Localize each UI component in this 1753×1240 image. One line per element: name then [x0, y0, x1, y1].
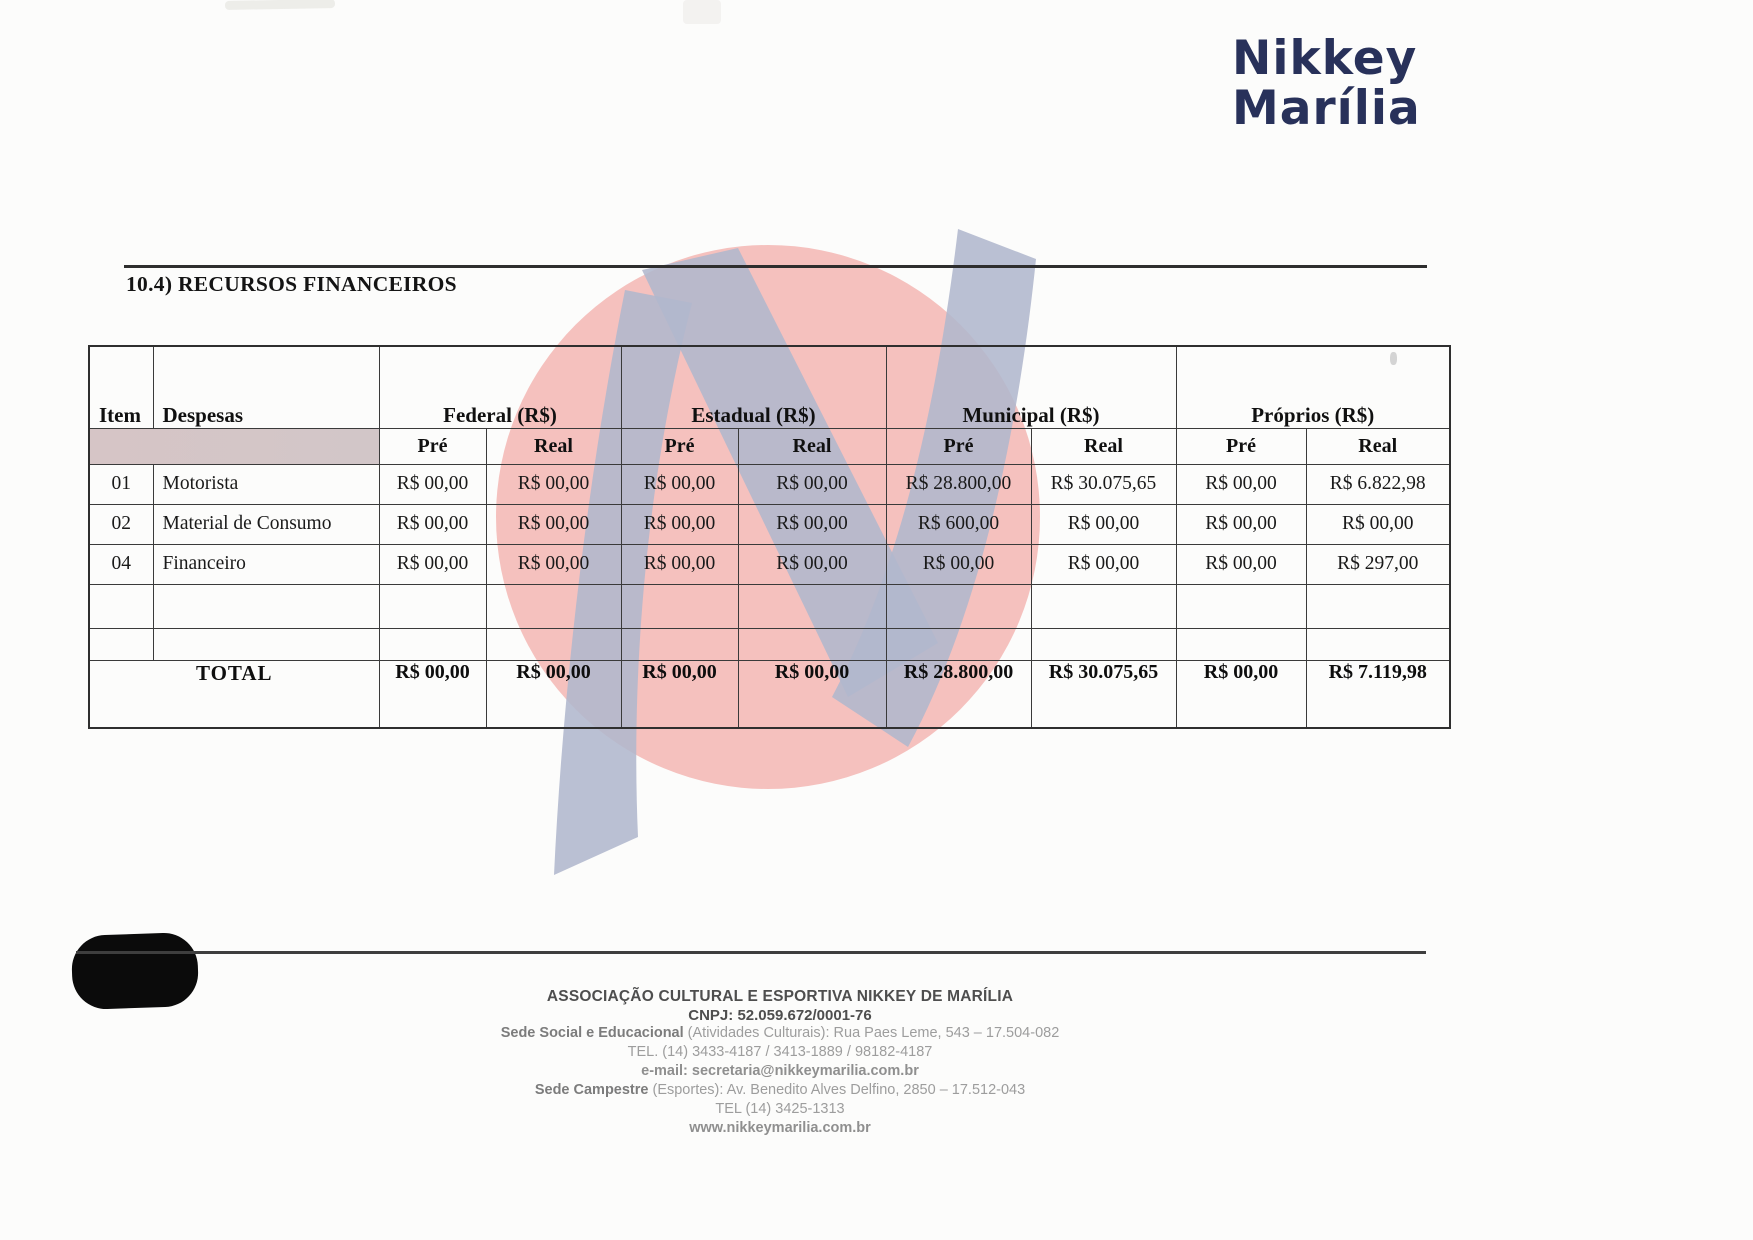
value-cell	[1031, 584, 1176, 628]
scan-artifact	[225, 0, 335, 10]
value-cell	[1306, 628, 1450, 660]
value-cell: R$ 00,00	[1031, 504, 1176, 544]
subheader-municipal-pre: Pré	[886, 428, 1031, 464]
footer-email	[280, 1062, 1280, 1081]
value-cell	[1176, 628, 1306, 660]
subheader-shaded-cell	[89, 428, 379, 464]
value-cell	[1031, 628, 1176, 660]
recursos-financeiros-table	[88, 345, 1451, 729]
despesa-cell	[153, 584, 379, 628]
col-group-proprios: Próprios (R$)	[1176, 346, 1450, 428]
section-title: 10.4) RECURSOS FINANCEIROS	[126, 272, 457, 296]
footer-sede-social	[280, 1024, 1280, 1043]
table-total-row	[89, 660, 1450, 728]
subheader-proprios-real: Real	[1306, 428, 1450, 464]
total-value-cell: R$ 28.800,00	[886, 660, 1031, 728]
redaction-mark	[71, 932, 200, 1010]
subheader-federal-pre: Pré	[379, 428, 486, 464]
footer-sede-campestre	[280, 1081, 1280, 1100]
value-cell: R$ 00,00	[886, 544, 1031, 584]
table-row	[89, 464, 1450, 504]
value-cell: R$ 00,00	[738, 504, 886, 544]
footer-sede-social-label: Sede Social e Educacional	[500, 1025, 684, 1041]
value-cell: R$ 00,00	[486, 544, 621, 584]
col-header-despesas: Despesas	[153, 346, 379, 428]
value-cell	[379, 628, 486, 660]
subheader-estadual-pre: Pré	[621, 428, 738, 464]
value-cell: R$ 00,00	[621, 464, 738, 504]
value-cell: R$ 00,00	[738, 464, 886, 504]
value-cell	[1176, 584, 1306, 628]
value-cell: R$ 600,00	[886, 504, 1031, 544]
despesa-cell	[153, 628, 379, 660]
value-cell	[886, 628, 1031, 660]
value-cell: R$ 00,00	[486, 504, 621, 544]
footer-sede-campestre-label: Sede Campestre	[534, 1082, 649, 1098]
value-cell	[886, 584, 1031, 628]
value-cell: R$ 00,00	[621, 504, 738, 544]
total-value-cell: R$ 00,00	[738, 660, 886, 728]
heading-rule	[124, 265, 1427, 268]
col-group-municipal: Municipal (R$)	[886, 346, 1176, 428]
col-header-item: Item	[89, 346, 153, 428]
footer-org-name: ASSOCIAÇÃO CULTURAL E ESPORTIVA NIKKEY DE MARÍLIA	[546, 988, 1014, 1005]
table-row-empty	[89, 584, 1450, 628]
total-value-cell: R$ 00,00	[621, 660, 738, 728]
value-cell: R$ 00,00	[621, 544, 738, 584]
nikkey-marilia-logo	[1232, 31, 1421, 136]
value-cell: R$ 28.800,00	[886, 464, 1031, 504]
footer-letterhead	[280, 988, 1280, 1138]
total-value-cell: R$ 30.075,65	[1031, 660, 1176, 728]
value-cell: R$ 00,00	[738, 544, 886, 584]
value-cell	[738, 584, 886, 628]
subheader-estadual-real: Real	[738, 428, 886, 464]
value-cell: R$ 00,00	[379, 464, 486, 504]
value-cell: R$ 00,00	[1176, 544, 1306, 584]
table-row	[89, 544, 1450, 584]
total-label: TOTAL	[89, 660, 379, 728]
value-cell	[486, 584, 621, 628]
subheader-federal-real: Real	[486, 428, 621, 464]
footer-email-label: e-mail:	[641, 1063, 692, 1079]
value-cell	[1306, 584, 1450, 628]
value-cell: R$ 30.075,65	[1031, 464, 1176, 504]
despesa-cell: Financeiro	[153, 544, 379, 584]
table-row-empty	[89, 628, 1450, 660]
value-cell: R$ 00,00	[379, 504, 486, 544]
value-cell: R$ 00,00	[1176, 504, 1306, 544]
footer-tel-social: TEL. (14) 3433-4187 / 3413-1889 / 98182-4187	[627, 1044, 933, 1060]
footer-email-value: secretaria@nikkeymarilia.com.br	[691, 1063, 919, 1079]
item-cell: 01	[89, 464, 153, 504]
value-cell	[621, 628, 738, 660]
col-group-estadual: Estadual (R$)	[621, 346, 886, 428]
logo-line-2: Marília	[1232, 81, 1421, 136]
footer-cnpj: CNPJ: 52.059.672/0001-76	[688, 1007, 872, 1024]
scan-artifact	[683, 0, 721, 24]
value-cell	[738, 628, 886, 660]
value-cell: R$ 00,00	[1306, 504, 1450, 544]
item-cell: 04	[89, 544, 153, 584]
subheader-municipal-real: Real	[1031, 428, 1176, 464]
total-value-cell: R$ 7.119,98	[1306, 660, 1450, 728]
footer-rule	[76, 951, 1426, 954]
despesa-cell: Motorista	[153, 464, 379, 504]
footer-sede-social-address: (Atividades Culturais): Rua Paes Leme, 543 – 17.504-082	[683, 1025, 1060, 1041]
total-value-cell: R$ 00,00	[1176, 660, 1306, 728]
value-cell: R$ 6.822,98	[1306, 464, 1450, 504]
item-cell	[89, 584, 153, 628]
value-cell: R$ 00,00	[486, 464, 621, 504]
item-cell	[89, 628, 153, 660]
footer-website: www.nikkeymarilia.com.br	[689, 1120, 871, 1136]
value-cell	[379, 584, 486, 628]
value-cell: R$ 00,00	[1031, 544, 1176, 584]
col-group-federal: Federal (R$)	[379, 346, 621, 428]
footer-tel-campestre: TEL (14) 3425-1313	[715, 1101, 845, 1117]
despesa-cell: Material de Consumo	[153, 504, 379, 544]
value-cell: R$ 00,00	[1176, 464, 1306, 504]
total-value-cell: R$ 00,00	[486, 660, 621, 728]
footer-sede-campestre-address: (Esportes): Av. Benedito Alves Delfino, 2850 – 17.512-043	[648, 1082, 1026, 1098]
subheader-proprios-pre: Pré	[1176, 428, 1306, 464]
item-cell: 02	[89, 504, 153, 544]
total-value-cell: R$ 00,00	[379, 660, 486, 728]
value-cell: R$ 00,00	[379, 544, 486, 584]
value-cell	[621, 584, 738, 628]
table-row	[89, 504, 1450, 544]
value-cell	[486, 628, 621, 660]
logo-line-1: Nikkey	[1232, 31, 1418, 86]
value-cell: R$ 297,00	[1306, 544, 1450, 584]
